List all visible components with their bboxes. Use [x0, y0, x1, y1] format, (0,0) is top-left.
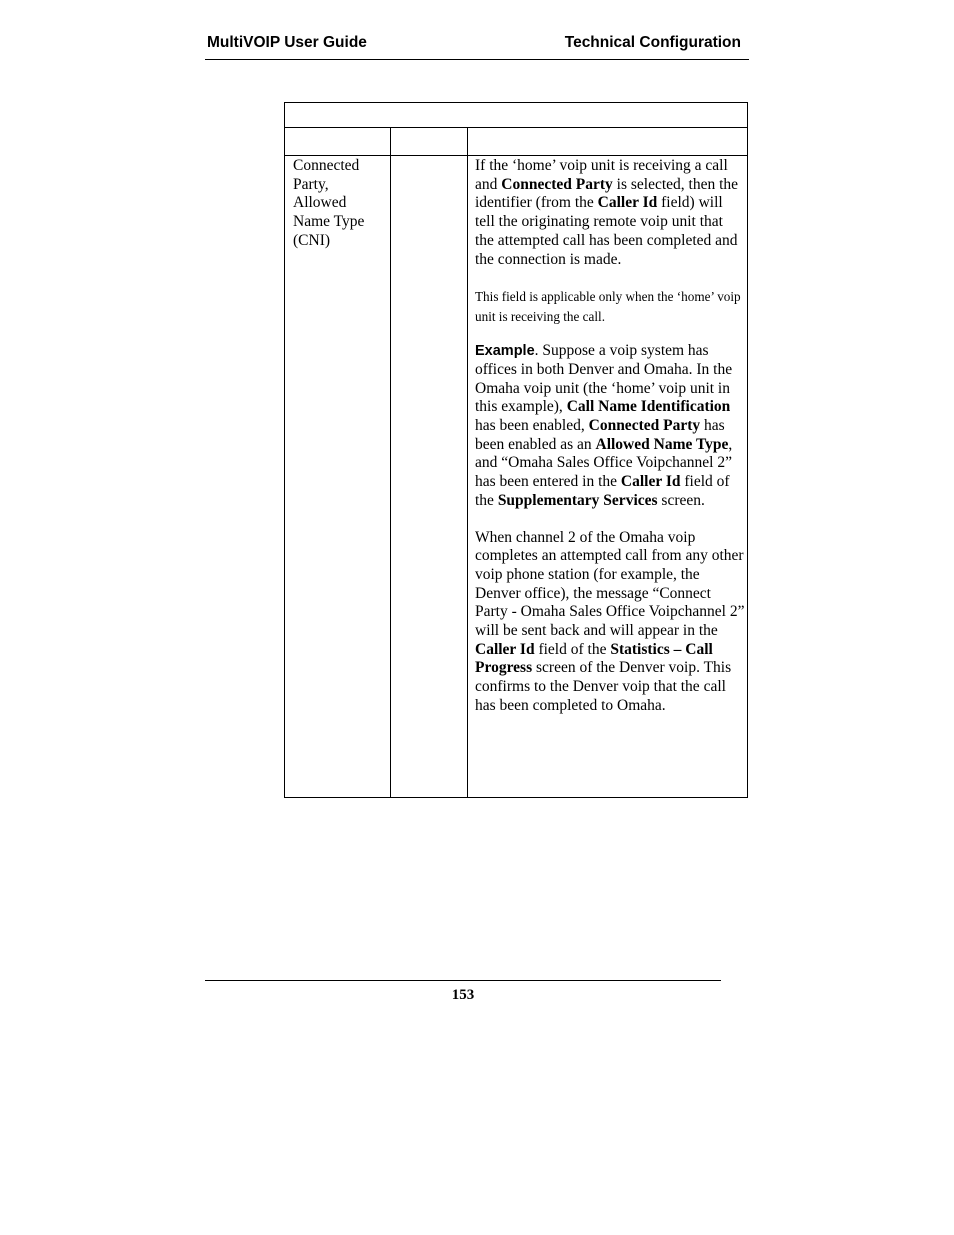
page-number: 153 [451, 987, 475, 1003]
field-name-cell: Connected Party, Allowed Name Type (CNI) [293, 157, 365, 249]
header-title: MultiVOIP User Guide [207, 34, 367, 51]
column-divider-1 [390, 128, 391, 797]
footer-divider [205, 980, 721, 981]
header-divider [205, 59, 749, 60]
description-paragraph: If the ‘home’ voip unit is receiving a call and Connected Party is selected, then the identifier (from the Caller Id field) will tell the originating remote voip unit that the attempted call has been completed and the connection is made. [475, 157, 739, 268]
description-cell [475, 157, 745, 734]
header-section: Technical Configuration [564, 34, 741, 51]
table-title-row [285, 103, 747, 128]
column-divider-2 [467, 128, 468, 797]
result-paragraph: When channel 2 of the Omaha voip completes an attempted call from any other voip phone station (for example, the Denver office), the message “Connect Party - Omaha Sales Office Voipchannel 2” will be sent back and will appear in the Caller Id field of the Statistics – Call Progress screen of the Denver voip. This confirms to the Denver voip that the call has been completed to Omaha. [475, 528, 745, 714]
applicability-note: This field is applicable only when the ‘home’ voip unit is receiving the call. [475, 289, 741, 324]
example-paragraph: Example. Suppose a voip system has offices in both Denver and Omaha. In the Omaha voip unit (the ‘home’ voip unit in this example), Call Name Identification has been enabled, Connected Party has been enabled as an Allowed Name Type, and “Omaha Sales Office Voipchannel 2” has been entered in the Caller Id field of the Supplementary Services screen. [475, 342, 733, 509]
parameter-table [284, 102, 748, 798]
table-header-row [285, 128, 747, 156]
